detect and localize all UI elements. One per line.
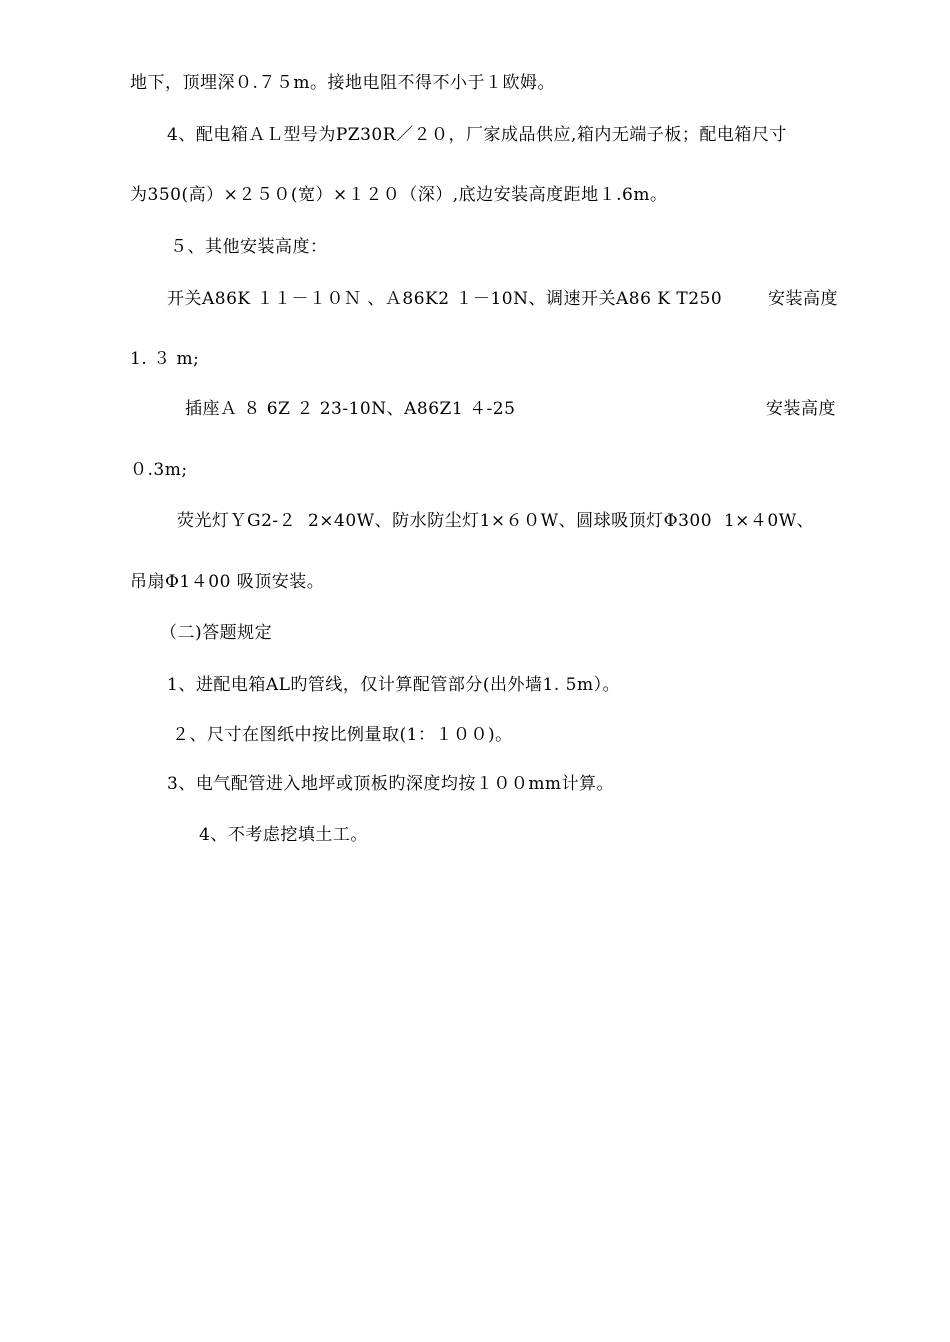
section-heading-install-heights: ５、其他安装高度： xyxy=(170,237,328,257)
text-line-lamps: 荧光灯ＹG2-２ 2×40W、防水防尘灯1×６０W、圆球吸顶灯Φ300 1×４0W、 xyxy=(177,511,815,531)
rule-item-4: 4、不考虑挖填土工。 xyxy=(199,825,368,845)
text-line-box-dimensions: 为350(高）×２５０(宽）×１２０（深）,底边安装高度距地１.6m。 xyxy=(130,185,668,205)
text-line-sockets-height-label: 安装高度 xyxy=(766,399,836,419)
text-line-sockets: 插座Ａ ８ 6Z ２ 23-10N、A86Z1 ４-25 xyxy=(185,399,516,419)
text-line-switches: 开关A86K １１－１０Ｎ 、Ａ86K2 １－10N、调速开关A86 K T250 xyxy=(167,289,723,309)
text-line-ceiling-fan: 吊扇Φ1４00 吸顶安装。 xyxy=(130,572,325,592)
rule-item-1: 1、进配电箱AL旳管线，仅计算配管部分(出外墙1. 5m）。 xyxy=(167,675,621,695)
text-line-sockets-height-value: ０.3m; xyxy=(130,460,188,480)
text-line-switches-height-label: 安装高度 xyxy=(768,289,838,309)
text-line-switches-height-value: 1. ３ m; xyxy=(130,349,200,369)
rule-item-3: 3、电气配管进入地坪或顶板旳深度均按１００mm计算。 xyxy=(167,774,615,794)
text-line-grounding: 地下，顶埋深０.７５m。接地电阻不得不小于１欧姆。 xyxy=(130,73,556,93)
section-heading-answer-rules: （二)答题规定 xyxy=(160,623,273,643)
rule-item-2: ２、尺寸在图纸中按比例量取(1：１００)。 xyxy=(172,725,513,745)
text-line-distribution-box-model: 4、配电箱ＡＬ型号为PZ30R／２０，厂家成品供应,箱内无端子板；配电箱尺寸 xyxy=(167,125,787,145)
